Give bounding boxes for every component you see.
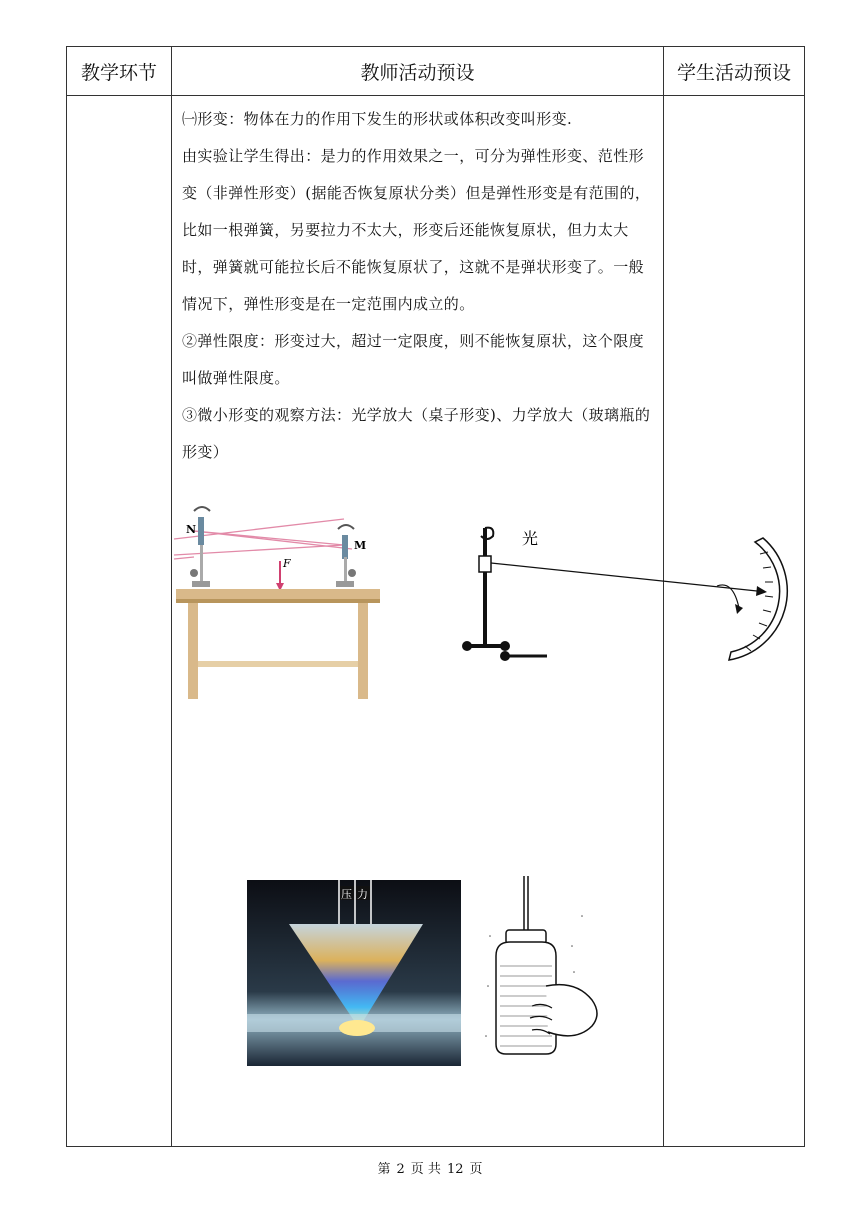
- paragraph-experiment: 由实验让学生得出：是力的作用效果之一，可分为弹性形变、范性形变（非弹性形变）(据能否恢复原状分类）但是弹性形变是有范围的，比如一根弹簧，另要拉力不太大，形变后还能恢复原状，但力太大时，弹簧就可能拉长后不能恢复原状了，这就不是弹状形变了。一般情况下，弹性形变是在一定范围内成立的。: [182, 147, 651, 313]
- paragraph-deformation: ㈠形变：物体在力的作用下发生的形状或体积改变叫形变.: [182, 110, 573, 128]
- paragraph-elastic-limit: ②弹性限度：形变过大，超过一定限度，则不能恢复原状，这个限度叫做弹性限度。: [182, 332, 645, 387]
- table-mirror-figure: [174, 497, 384, 707]
- label-n: N: [186, 523, 197, 536]
- header-row: [67, 47, 805, 96]
- paragraph-observation: ③微小形变的观察方法：光学放大（桌子形变)、力学放大（玻璃瓶的形变）: [182, 406, 651, 461]
- content-row: [67, 96, 805, 1147]
- label-m: M: [354, 539, 367, 552]
- student-activity-cell: [664, 96, 805, 1147]
- lesson-table: [66, 46, 805, 1147]
- header-student-activity: 学生活动预设: [664, 47, 805, 96]
- teacher-text: [172, 96, 663, 471]
- label-light: 光: [522, 531, 539, 548]
- teacher-activity-cell: [172, 96, 664, 1147]
- page-number: 2: [396, 1162, 405, 1177]
- label-f: F: [283, 557, 291, 570]
- page-total: 12: [446, 1162, 464, 1177]
- header-teacher-activity: 教师活动预设: [172, 47, 664, 96]
- label-pressure-1: 压: [341, 888, 352, 901]
- header-teaching-stage: 教学环节: [67, 47, 172, 96]
- stage-cell: [67, 96, 172, 1147]
- glass-bottle-figure: [482, 876, 622, 1066]
- photoelastic-figure: [247, 880, 461, 1066]
- figures-area: [172, 471, 663, 1101]
- label-pressure-2: 力: [357, 888, 368, 901]
- page-footer: 第 2 页 共 12 页: [377, 1162, 483, 1177]
